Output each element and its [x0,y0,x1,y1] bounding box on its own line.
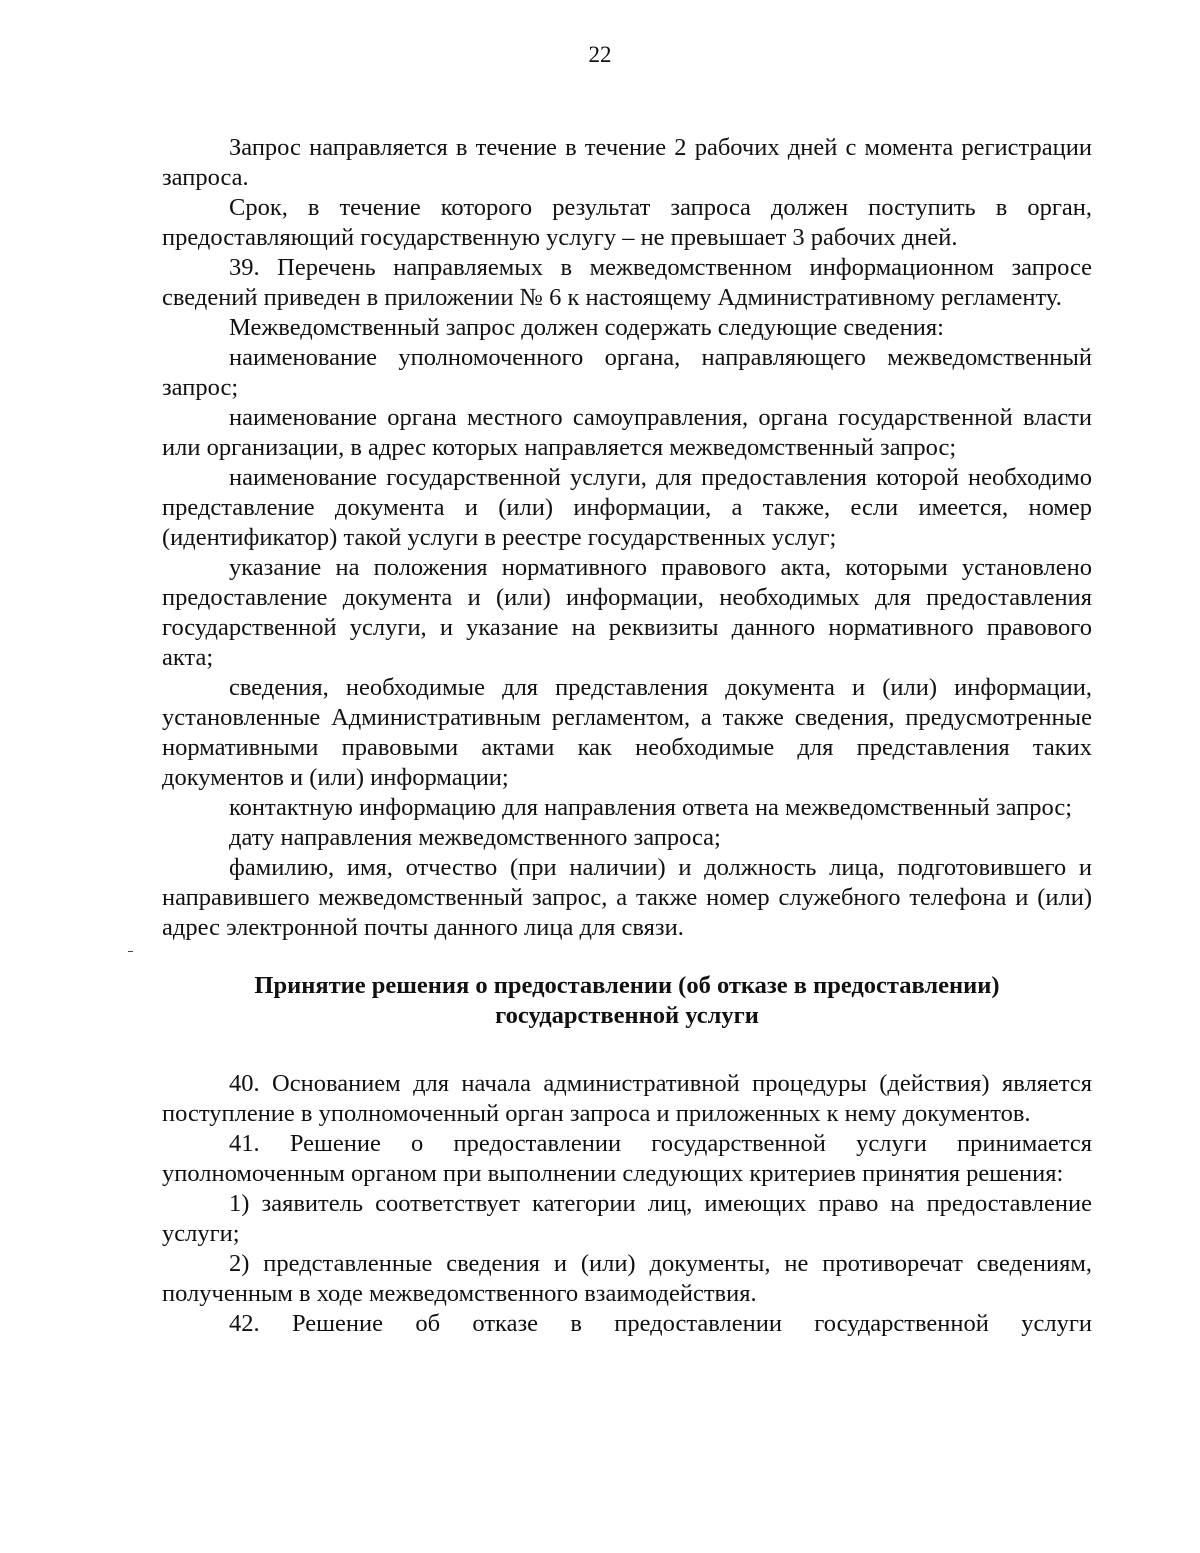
list-item-authority-name: наименование уполномоченного органа, направляющего межведомственный запрос; [162,344,1092,401]
paragraph-42: 42. Решение об отказе в предоставлении государственной услуги [229,1310,1092,1337]
list-item-contact-info: контактную информацию для направления ответа на межведомственный запрос; [229,794,1073,821]
section-heading [162,971,1092,1031]
list-item-criterion-1: 1) заявитель соответствует категории лиц, имеющих право на предоставление услуги; [162,1190,1092,1247]
paragraph-39: 39. Перечень направляемых в межведомственном информационном запросе сведений приведен в приложении № 6 к настоящему Административному регламенту. [162,254,1092,311]
paragraph-request-contents: Межведомственный запрос должен содержать следующие сведения: [229,314,944,341]
paragraph-41: 41. Решение о предоставлении государственной услуги принимается уполномоченным органом при выполнении следующих критериев принятия решения: [162,1130,1092,1187]
paragraph-request-term: Запрос направляется в течение в течение 2 рабочих дней с момента регистрации запроса. [162,134,1092,191]
list-item-request-date: дату направления межведомственного запроса; [229,824,721,851]
list-item-required-info: сведения, необходимые для представления документа и (или) информации, установленные Административным регламентом, а также сведения, предусмотренные нормативными правовыми актами как необходимые для представления таких документов и (или) информации; [162,674,1092,791]
document-body [162,133,1092,1339]
list-item-legal-act: указание на положения нормативного правового акта, которыми установлено предоставление документа и (или) информации, необходимых для предоставления государственной услуги, и указание на реквизиты данного нормативного правового акта; [162,554,1092,671]
scan-mark [128,951,133,952]
list-item-responsible-person: фамилию, имя, отчество (при наличии) и должность лица, подготовившего и направившего межведомственный запрос, а также номер служебного телефона и (или) адрес электронной почты данного лица для связи. [162,854,1092,941]
list-item-service-name: наименование государственной услуги, для предоставления которой необходимо представление документа и (или) информации, а также, если имеется, номер (идентификатор) такой услуги в реестре государственных услуг; [162,464,1092,551]
section-heading-line-1: Принятие решения о предоставлении (об отказе в предоставлении) [254,972,1000,999]
section-heading-line-2: государственной услуги [495,1002,759,1029]
paragraph-response-term: Срок, в течение которого результат запроса должен поступить в орган, предоставляющий государственную услугу – не превышает 3 рабочих дней. [162,194,1092,251]
section-body [162,1069,1092,1339]
page-number: 22 [588,42,612,67]
list-item-addressee-name: наименование органа местного самоуправления, органа государственной власти или организации, в адрес которых направляется межведомственный запрос; [162,404,1092,461]
list-item-criterion-2: 2) представленные сведения и (или) документы, не противоречат сведениям, полученным в ходе межведомственного взаимодействия. [162,1250,1092,1307]
paragraph-40: 40. Основанием для начала административной процедуры (действия) является поступление в уполномоченный орган запроса и приложенных к нему документов. [162,1070,1092,1127]
